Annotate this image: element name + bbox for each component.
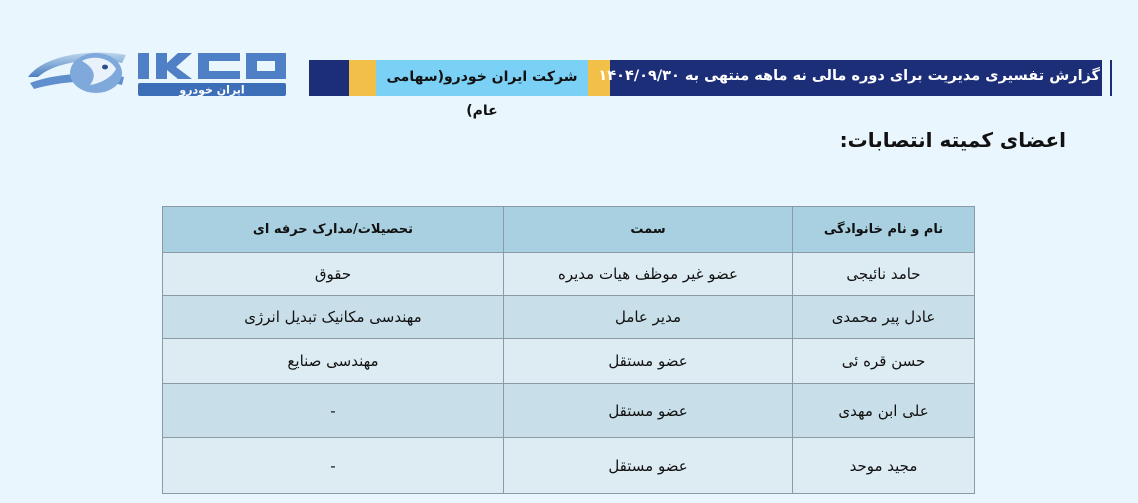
member-name: حامد نائیجی bbox=[793, 253, 975, 296]
report-title: گزارش تفسیری مدیریت برای دوره مالی نه ماهه منتهی به ۱۴۰۴/۰۹/۳۰ bbox=[598, 68, 1100, 84]
logo-subtitle-text: ایران خودرو bbox=[179, 83, 245, 97]
company-name: شرکت ایران خودرو(سهامی عام) bbox=[386, 69, 578, 119]
header-navy-segment bbox=[309, 60, 349, 96]
column-header-position: سمت bbox=[504, 207, 793, 253]
member-name: عادل پیر محمدی bbox=[793, 296, 975, 339]
ikco-logo bbox=[26, 47, 288, 99]
member-name: مجید موحد bbox=[793, 438, 975, 494]
column-header-education: تحصیلات/مدارک حرفه ای bbox=[163, 207, 504, 253]
table-row bbox=[163, 384, 975, 438]
table-header-row bbox=[163, 207, 975, 253]
member-name: علی ابن مهدی bbox=[793, 384, 975, 438]
committee-members-table bbox=[162, 206, 975, 494]
table-row bbox=[163, 253, 975, 296]
member-name: حسن قره ئی bbox=[793, 339, 975, 384]
member-education: مهندسی مکانیک تبدیل انرژی bbox=[163, 296, 504, 339]
header-divider bbox=[1110, 60, 1112, 96]
section-title: اعضای کمیته انتصابات: bbox=[839, 128, 1066, 152]
table-row bbox=[163, 296, 975, 339]
member-position: عضو مستقل bbox=[504, 438, 793, 494]
member-education: مهندسی صنایع bbox=[163, 339, 504, 384]
member-position: عضو مستقل bbox=[504, 339, 793, 384]
header-gold-accent-left bbox=[349, 60, 376, 96]
member-position: مدیر عامل bbox=[504, 296, 793, 339]
column-header-name: نام و نام خانوادگی bbox=[793, 207, 975, 253]
member-position: عضو غیر موظف هیات مدیره bbox=[504, 253, 793, 296]
member-education: - bbox=[163, 438, 504, 494]
member-position: عضو مستقل bbox=[504, 384, 793, 438]
table-row bbox=[163, 339, 975, 384]
member-education: حقوق bbox=[163, 253, 504, 296]
table-row bbox=[163, 438, 975, 494]
member-education: - bbox=[163, 384, 504, 438]
report-header-bar bbox=[309, 60, 1102, 119]
